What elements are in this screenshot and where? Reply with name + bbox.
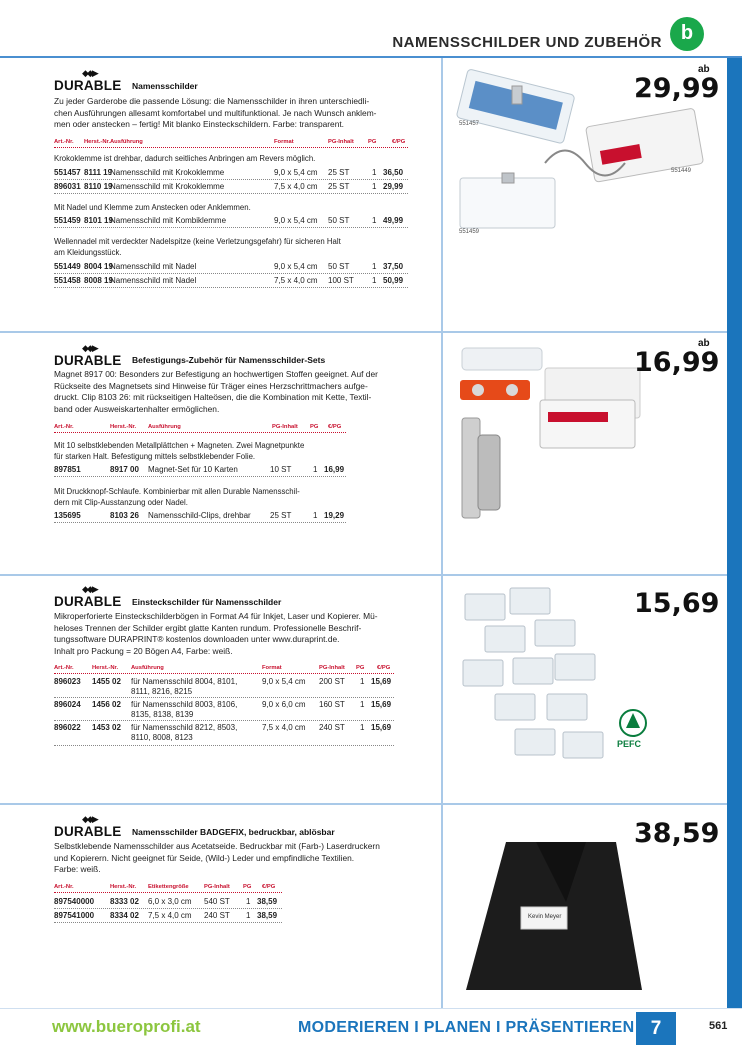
group-note: Mit 10 selbstklebenden Metallplättchen + Magneten. Zwei Magnetpunkte für starken Halt. Befestigung mittels selbstklebender Folie. bbox=[54, 441, 305, 461]
row-rule bbox=[54, 227, 408, 228]
row-rule bbox=[54, 179, 408, 180]
table-row: 896023 1455 02 für Namensschild 8004, 8101, 9,0 x 5,4 cm 200 ST 1 15,69 bbox=[54, 677, 392, 686]
section-divider bbox=[0, 331, 727, 333]
row-rule bbox=[54, 720, 394, 721]
footer-url[interactable]: www.bueroprofi.at bbox=[52, 1017, 201, 1036]
image-caption: 551449 bbox=[671, 168, 692, 174]
section-divider bbox=[0, 803, 727, 805]
row-rule bbox=[54, 745, 394, 746]
row-rule bbox=[54, 922, 282, 923]
footer-banner: MODERIEREN I PLANEN I PRÄSENTIEREN bbox=[298, 1019, 635, 1036]
price-prefix: ab bbox=[698, 64, 710, 75]
table-row: 897541000 8334 02 7,5 x 4,0 cm 240 ST 1 38,59 bbox=[54, 911, 278, 920]
table-row: 897851 8917 00 Magnet-Set für 10 Karten 10 ST 1 16,99 bbox=[54, 465, 345, 474]
row-rule bbox=[54, 908, 282, 909]
product-image-einsteckschilder bbox=[455, 584, 615, 774]
row-continuation: 8135, 8138, 8139 bbox=[131, 710, 194, 719]
table-row: 896022 1453 02 für Namensschild 8212, 8503, 7,5 x 4,0 cm 240 ST 1 15,69 bbox=[54, 723, 392, 732]
section-description: Mikroperforierte Einsteckschilderbögen in Format A4 für Inkjet, Laser und Kopierer. Mü- heloses Trennen der Schilder ergibt glatte Kanten rundum. Professionelle Beschrif- tungssoftware DURAPRINT® kostenlos downloaden unter www.duraprint.de. Inhalt pro Packung = 20 Bögen A4, Farbe: weiß. bbox=[54, 611, 378, 656]
row-continuation: 8110, 8008, 8123 bbox=[131, 733, 193, 742]
group-note: Mit Nadel und Klemme zum Anstecken oder Anklemmen. bbox=[54, 203, 251, 212]
section-description: Magnet 8917 00: Besonders zur Befestigung an hochwertigen Stoffen geeignet. Auf der Rückseite des Magnetsets sind Hinweise für Träger eines Herzschrittmachers aufge- druckt. Clip 8103 26: mit rückseitigen Halteösen, die die Kombination mit Kette, Textil- band oder Ausweiskartenhalter ermöglichen. bbox=[54, 369, 378, 414]
column-divider bbox=[441, 58, 443, 1008]
page-title: NAMENSSCHILDER UND ZUBEHÖR bbox=[392, 34, 662, 51]
section-divider bbox=[0, 574, 727, 576]
section-badge: b bbox=[670, 17, 704, 51]
table-header-rule bbox=[54, 673, 394, 674]
row-rule bbox=[54, 522, 346, 523]
section-description: Selbstklebende Namensschilder aus Acetatseide. Bedruckbar mit (Farb-) Laserdruckern und Kopierern. Nicht geeignet für Seide, (Wild-) Leder und empfindliche Textilien. Farbe: weiß. bbox=[54, 841, 380, 875]
table-row: 896024 1456 02 für Namensschild 8003, 8106, 9,0 x 6,0 cm 160 ST 1 15,69 bbox=[54, 700, 392, 709]
table-row: 551449 8004 19 Namensschild mit Nadel 9,0 x 5,4 cm 50 ST 1 37,50 bbox=[54, 262, 404, 271]
price: 38,59 bbox=[634, 818, 720, 849]
row-rule bbox=[54, 273, 408, 274]
section-title: Namensschilder BADGEFIX, bedruckbar, ablösbar bbox=[132, 827, 335, 837]
row-continuation: 8111, 8216, 8215 bbox=[131, 687, 193, 696]
section-title: Einsteckschilder für Namensschilder bbox=[132, 597, 282, 607]
price-prefix: ab bbox=[698, 338, 710, 349]
pefc-tree-icon bbox=[618, 708, 648, 738]
group-note: Wellennadel mit verdeckter Nadelspitze (keine Verletzungsgefahr) für sicheren Halt am Kleidungsstück. bbox=[54, 237, 341, 257]
product-image-befestigung bbox=[450, 340, 650, 530]
pefc-label: PEFC bbox=[617, 739, 642, 749]
table-header-rule bbox=[54, 432, 346, 433]
section-title: Befestigungs-Zubehör für Namensschilder-Sets bbox=[132, 355, 326, 365]
badge-sample-text: Kevin Meyer bbox=[528, 914, 562, 920]
price: 29,99 bbox=[634, 73, 720, 104]
brand-logo: DURABLE bbox=[54, 78, 122, 93]
table-header-rule bbox=[54, 147, 408, 148]
price: 15,69 bbox=[634, 588, 720, 619]
table-header-rule bbox=[54, 892, 282, 893]
page-number: 561 bbox=[709, 1020, 728, 1032]
row-rule bbox=[54, 287, 408, 288]
table-row: 551458 8008 19 Namensschild mit Nadel 7,5 x 4,0 cm 100 ST 1 50,99 bbox=[54, 276, 404, 285]
footer-rule bbox=[0, 1008, 742, 1009]
table-row: 135695 8103 26 Namensschild-Clips, drehbar 25 ST 1 19,29 bbox=[54, 511, 345, 520]
brand-logo: DURABLE bbox=[54, 824, 122, 839]
table-row: 897540000 8333 02 6,0 x 3,0 cm 540 ST 1 38,59 bbox=[54, 897, 278, 906]
table-row: 896031 8110 19 Namensschild mit Krokoklemme 7,5 x 4,0 cm 25 ST 1 29,99 bbox=[54, 182, 404, 191]
group-note: Krokoklemme ist drehbar, dadurch seitliches Anbringen am Revers möglich. bbox=[54, 154, 316, 163]
section-title: Namensschilder bbox=[132, 81, 198, 91]
brand-logo: DURABLE bbox=[54, 353, 122, 368]
image-caption: 551459 bbox=[459, 229, 480, 235]
brand-arrows-icon: ◆◆▶ bbox=[82, 68, 97, 78]
brand-logo: DURABLE bbox=[54, 594, 122, 609]
group-note: Mit Druckknopf-Schlaufe. Kombinierbar mit allen Durable Namensschil- dern mit Clip-Ausstanzung oder Nadel. bbox=[54, 487, 300, 507]
brand-arrows-icon: ◆◆▶ bbox=[82, 343, 97, 353]
price: 16,99 bbox=[634, 347, 720, 378]
row-rule bbox=[54, 193, 408, 194]
table-row: 551459 8101 19 Namensschild mit Kombiklemme 9,0 x 5,4 cm 50 ST 1 49,99 bbox=[54, 216, 404, 225]
right-color-strip bbox=[727, 58, 742, 1008]
table-row: 551457 8111 19 Namensschild mit Krokoklemme 9,0 x 5,4 cm 25 ST 1 36,50 bbox=[54, 168, 404, 177]
chapter-number: 7 bbox=[636, 1012, 676, 1045]
header-rule bbox=[0, 56, 742, 58]
section-description: Zu jeder Garderobe die passende Lösung: die Namensschilder in ihren unterschiedli- chen Ausführungen allesamt komfortabel und multifunktional. Je nach Wunsch anklem- men oder anstecken – fertig! Mit blanko Einsteckschildern. Farbe: transparent. bbox=[54, 96, 377, 130]
brand-arrows-icon: ◆◆▶ bbox=[82, 584, 97, 594]
image-caption: 551457 bbox=[459, 121, 480, 127]
row-rule bbox=[54, 697, 394, 698]
row-rule bbox=[54, 476, 346, 477]
brand-arrows-icon: ◆◆▶ bbox=[82, 814, 97, 824]
